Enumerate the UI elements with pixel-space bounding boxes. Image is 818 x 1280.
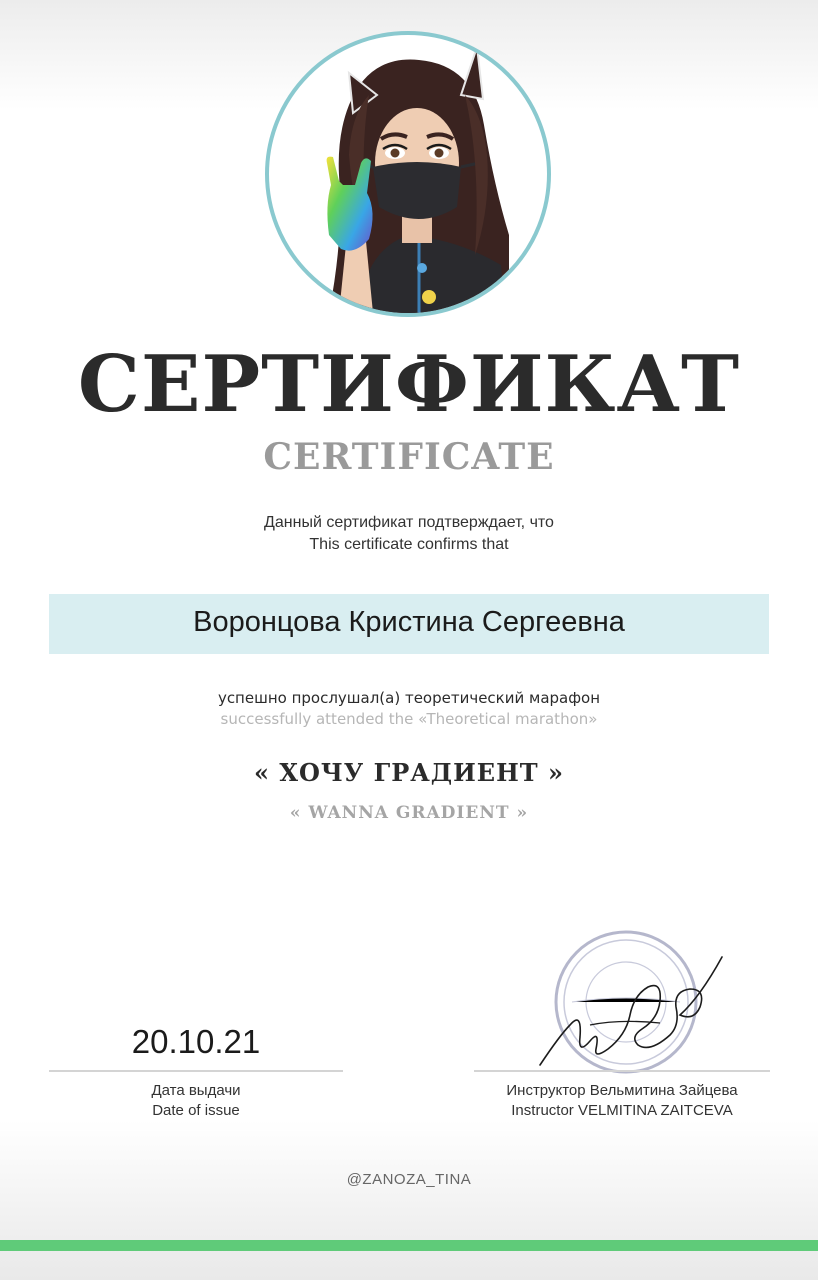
avatar: [265, 31, 551, 317]
avatar-illustration: [269, 35, 547, 313]
course-title-en: « WANNA GRADIENT »: [289, 803, 529, 823]
confirmation-text-en: This certificate confirms that: [309, 536, 509, 553]
instructor-label-en: Instructor VELMITINA ZAITCEVA: [511, 1102, 733, 1119]
date-label: [49, 1081, 343, 1121]
confirmation-text-ru: Данный сертификат подтверждает, что: [264, 514, 554, 531]
instructor-label: [462, 1081, 782, 1121]
recipient-name-band: [49, 594, 769, 654]
date-label-en: Date of issue: [152, 1102, 240, 1119]
handwritten-signature: [530, 945, 730, 1075]
attended-text: [0, 688, 818, 730]
attended-text-en: successfully attended the «Theoretical marathon»: [220, 710, 598, 728]
instructor-label-ru: Инструктор Вельмитина Зайцева: [506, 1082, 738, 1099]
certificate-title-en: CERTIFICATE: [263, 436, 555, 478]
bottom-accent-bar: [0, 1240, 818, 1251]
confirmation-text: [0, 512, 818, 556]
social-handle: @ZANOZA_TINA: [346, 1171, 472, 1188]
instructor-divider: [474, 1070, 770, 1072]
issue-date: 20.10.21: [131, 1023, 261, 1060]
certificate-title-ru: СЕРТИФИКАТ: [77, 339, 741, 430]
course-title-ru: « ХОЧУ ГРАДИЕНТ »: [254, 758, 564, 787]
date-divider: [49, 1070, 343, 1072]
attended-text-ru: успешно прослушал(а) теоретический марафон: [217, 689, 601, 707]
date-label-ru: Дата выдачи: [151, 1082, 241, 1099]
recipient-name: Воронцова Кристина Сергеевна: [193, 606, 625, 638]
signature-icon: [530, 945, 730, 1075]
